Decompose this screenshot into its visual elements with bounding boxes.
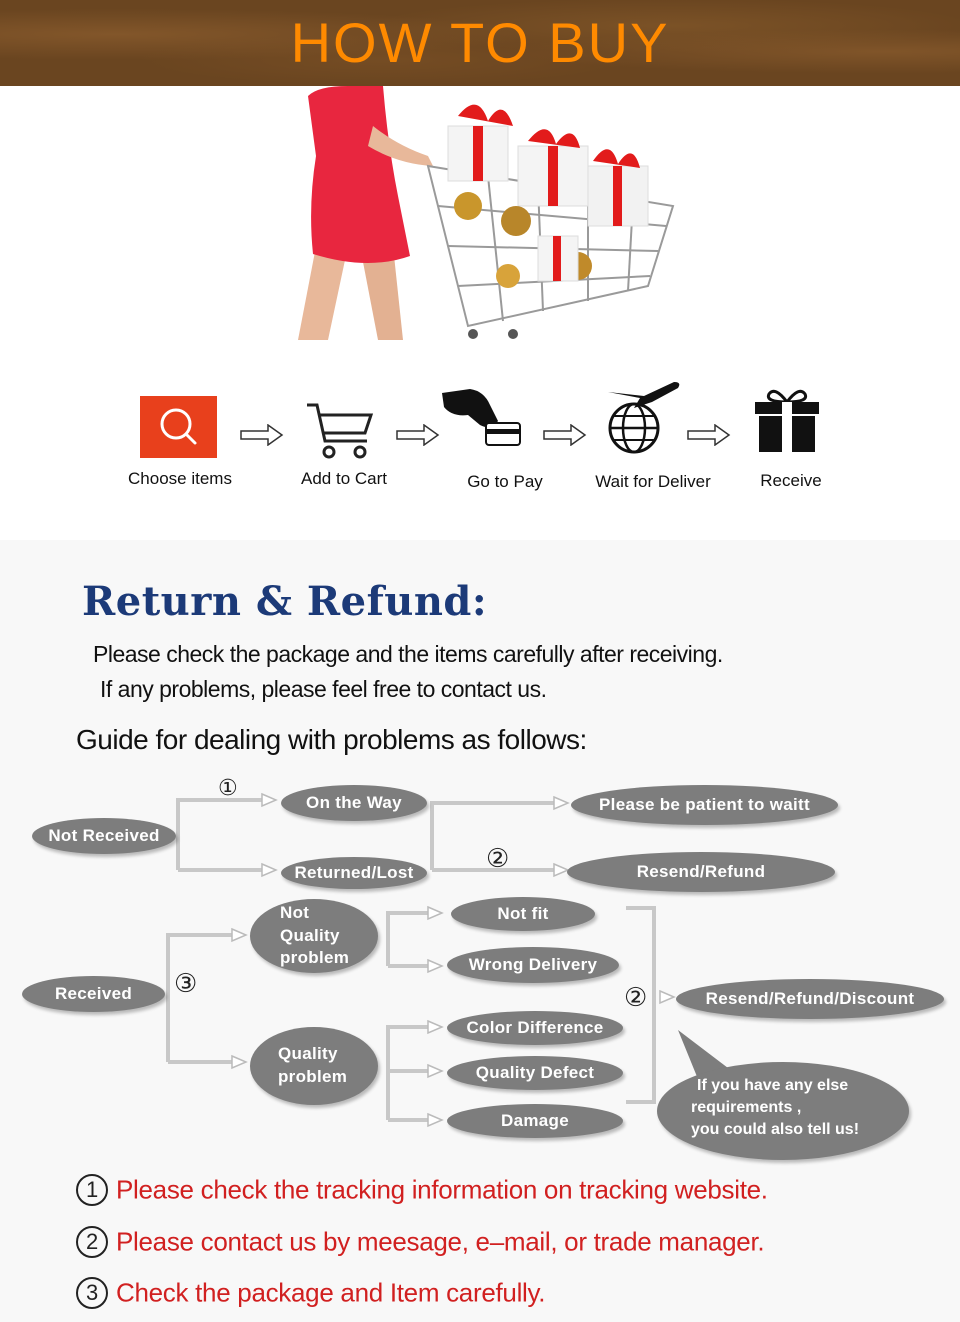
banner-title: HOW TO BUY (290, 11, 670, 74)
circled-number-2-right: ② (624, 982, 648, 1012)
not-quality-line-1: Not (280, 902, 310, 922)
step-label-deliver: Wait for Deliver (595, 472, 711, 491)
note-text: Please contact us by meesage, e–mail, or trade manager. (116, 1226, 765, 1257)
quality-line-1: Quality (278, 1044, 338, 1064)
step-label-choose: Choose items (128, 469, 232, 488)
resend-refund-discount-pill: Resend/Refund/Discount (676, 979, 944, 1019)
refund-line-1: Please check the package and the items carefully after receiving. (93, 641, 723, 667)
circled-number-3: ③ (174, 968, 198, 998)
note-number: 3 (76, 1277, 108, 1309)
not-received-pill: Not Received (32, 818, 176, 854)
quality-problem-pill (250, 1027, 378, 1105)
note-3 (76, 1276, 545, 1309)
refund-title: Return & Refund: (82, 578, 488, 625)
note-1 (76, 1173, 768, 1206)
note-2 (76, 1225, 764, 1258)
note-number: 2 (76, 1226, 108, 1258)
note-text: Check the package and Item carefully. (116, 1277, 546, 1308)
note-number: 1 (76, 1174, 108, 1206)
on-the-way-pill: On the Way (281, 785, 427, 821)
guide-heading: Guide for dealing with problems as follows: (76, 724, 587, 755)
not-fit-pill: Not fit (451, 897, 595, 931)
quality-defect-pill: Quality Defect (447, 1056, 623, 1090)
step-label-cart: Add to Cart (301, 469, 387, 488)
be-patient-pill: Please be patient to waitt (571, 785, 838, 825)
returned-lost-pill: Returned/Lost (281, 857, 427, 889)
bubble-line-1: If you have any else (697, 1077, 849, 1094)
bubble-line-2: requirements , (691, 1099, 802, 1116)
refund-line-2: If any problems, please feel free to contact us. (100, 676, 547, 702)
color-difference-pill: Color Difference (447, 1011, 623, 1045)
wrong-delivery-pill: Wrong Delivery (447, 947, 619, 983)
damage-pill: Damage (447, 1104, 623, 1138)
not-quality-line-3: problem (280, 948, 350, 968)
received-pill: Received (22, 976, 165, 1012)
bubble-line-3: you could also tell us! (691, 1121, 860, 1138)
quality-line-2: problem (278, 1067, 348, 1086)
not-quality-line-2: Quality (280, 925, 340, 945)
circled-number-1: ① (218, 775, 238, 800)
resend-refund-pill: Resend/Refund (567, 852, 835, 892)
note-text: Please check the tracking information on tracking website. (116, 1174, 768, 1205)
step-label-receive: Receive (760, 471, 822, 490)
step-label-pay: Go to Pay (467, 472, 543, 491)
not-quality-problem-pill (250, 899, 378, 973)
circled-number-2: ② (486, 843, 510, 873)
